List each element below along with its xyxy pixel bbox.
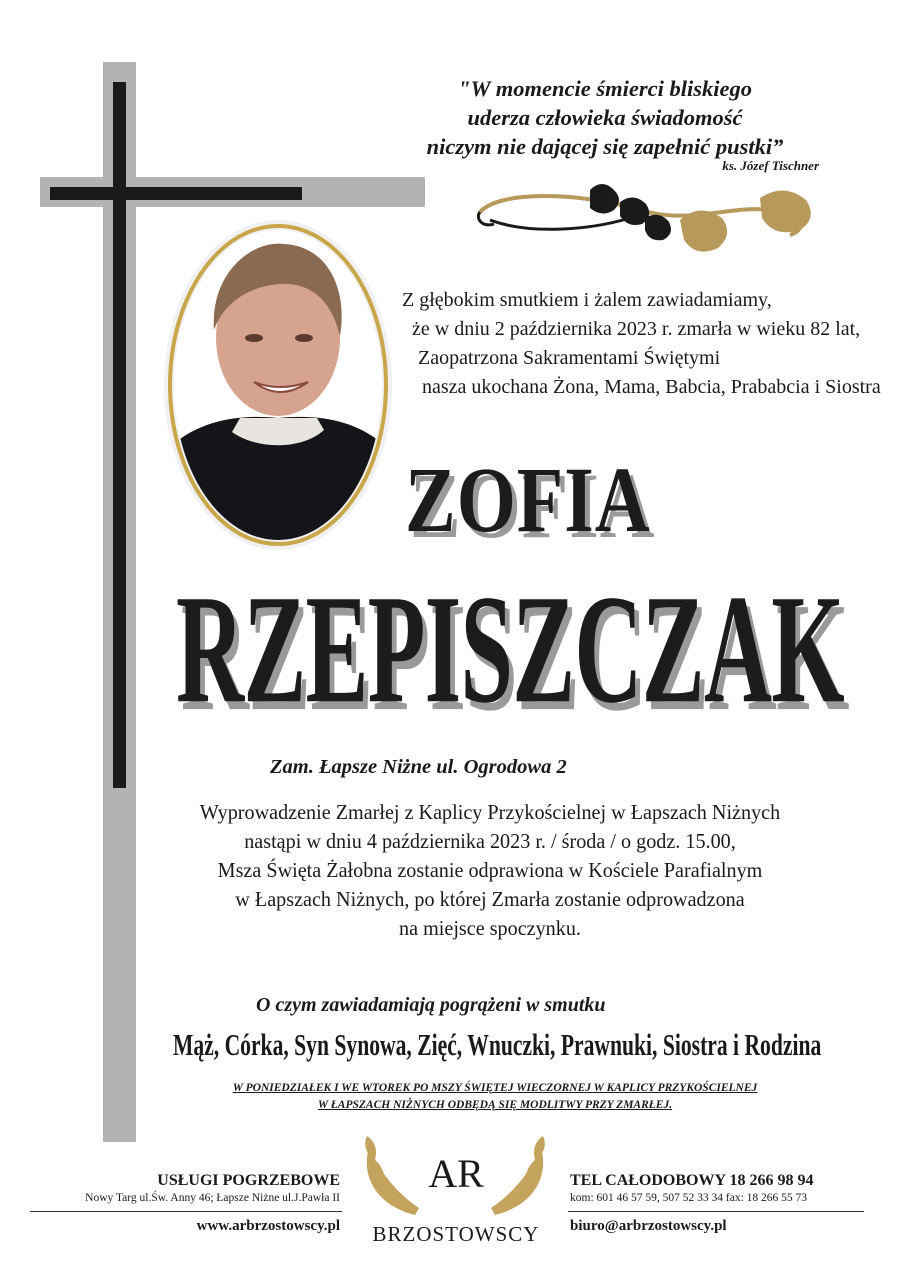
funeral-services-title: USŁUGI POGRZEBOWE: [157, 1172, 340, 1189]
deceased-last-name: RZEPISZCZAK: [176, 562, 844, 736]
funeral-home-address: Nowy Targ ul.Św. Anny 46; Łapsze Niżne ul.J.Pawła II: [85, 1192, 340, 1204]
intro-line: Z głębokim smutkiem i żalem zawiadamiamy,: [402, 289, 772, 311]
deceased-first-name: ZOFIA: [405, 449, 651, 552]
intro-line: Zaopatrzona Sakramentami Świętymi: [418, 347, 721, 369]
quote-line: uderza człowieka świadomość: [467, 105, 743, 130]
cross-horizontal: [50, 187, 302, 200]
prayer-line: W ŁAPSZACH NIŻNYCH ODBĘDĄ SIĘ MODLITWY PRZY ZMARŁEJ.: [317, 1099, 673, 1111]
logo-name: BRZOSTOWSCY: [372, 1222, 540, 1246]
quote-line: "W momencie śmierci bliskiego: [458, 76, 752, 101]
logo-initials: AR: [428, 1151, 484, 1196]
vine-ornament-icon: [470, 180, 830, 260]
details-line: na miejsce spoczynku.: [399, 916, 581, 940]
deceased-address: Zam. Łapsze Niżne ul. Ogrodowa 2: [270, 756, 567, 778]
quote-author: ks. Józef Tischner: [722, 158, 819, 173]
mourners-names: Mąż, Córka, Syn Synowa, Zięć, Wnuczki, Prawnuki, Siostra i Rodzina: [173, 1028, 822, 1062]
footer-rule-left: [30, 1211, 342, 1212]
quote: [360, 74, 850, 161]
website-link[interactable]: www.arbrzostowscy.pl: [196, 1218, 340, 1234]
prayer-line: W PONIEDZIAŁEK I WE WTOREK PO MSZY ŚWIĘTEJ WIECZORNEJ W KAPLICY PRZYKOŚCIELNEJ: [232, 1082, 758, 1094]
intro-line: że w dniu 2 października 2023 r. zmarła w wieku 82 lat,: [412, 318, 861, 340]
details-line: Wyprowadzenie Zmarłej z Kaplicy Przykościelnej w Łapszach Niżnych: [199, 800, 781, 824]
prayer-notice: [150, 1080, 840, 1114]
details-line: Msza Święta Żałobna zostanie odprawiona w Kościele Parafialnym: [217, 858, 763, 882]
mourners-intro: O czym zawiadamiają pogrążeni w smutku: [256, 994, 606, 1016]
phone-number: TEL CAŁODOBOWY 18 266 98 94: [570, 1172, 814, 1189]
email-link[interactable]: biuro@arbrzostowscy.pl: [570, 1218, 727, 1234]
details-line: nastąpi w dniu 4 października 2023 r. / środa / o godz. 15.00,: [244, 829, 736, 853]
announcement-intro: [402, 286, 882, 402]
quote-line: niczym nie dającej się zapełnić pustki”: [426, 134, 784, 159]
portrait-photo: [162, 218, 394, 552]
ceremony-details: [154, 798, 826, 943]
footer-rule-right: [568, 1211, 864, 1212]
intro-line: nasza ukochana Żona, Mama, Babcia, Prababcia i Siostra: [422, 376, 881, 398]
mobile-fax-numbers: kom: 601 46 57 59, 507 52 33 34 fax: 18 266 55 73: [570, 1192, 808, 1204]
details-line: w Łapszach Niżnych, po której Zmarła zostanie odprowadzona: [235, 887, 745, 911]
